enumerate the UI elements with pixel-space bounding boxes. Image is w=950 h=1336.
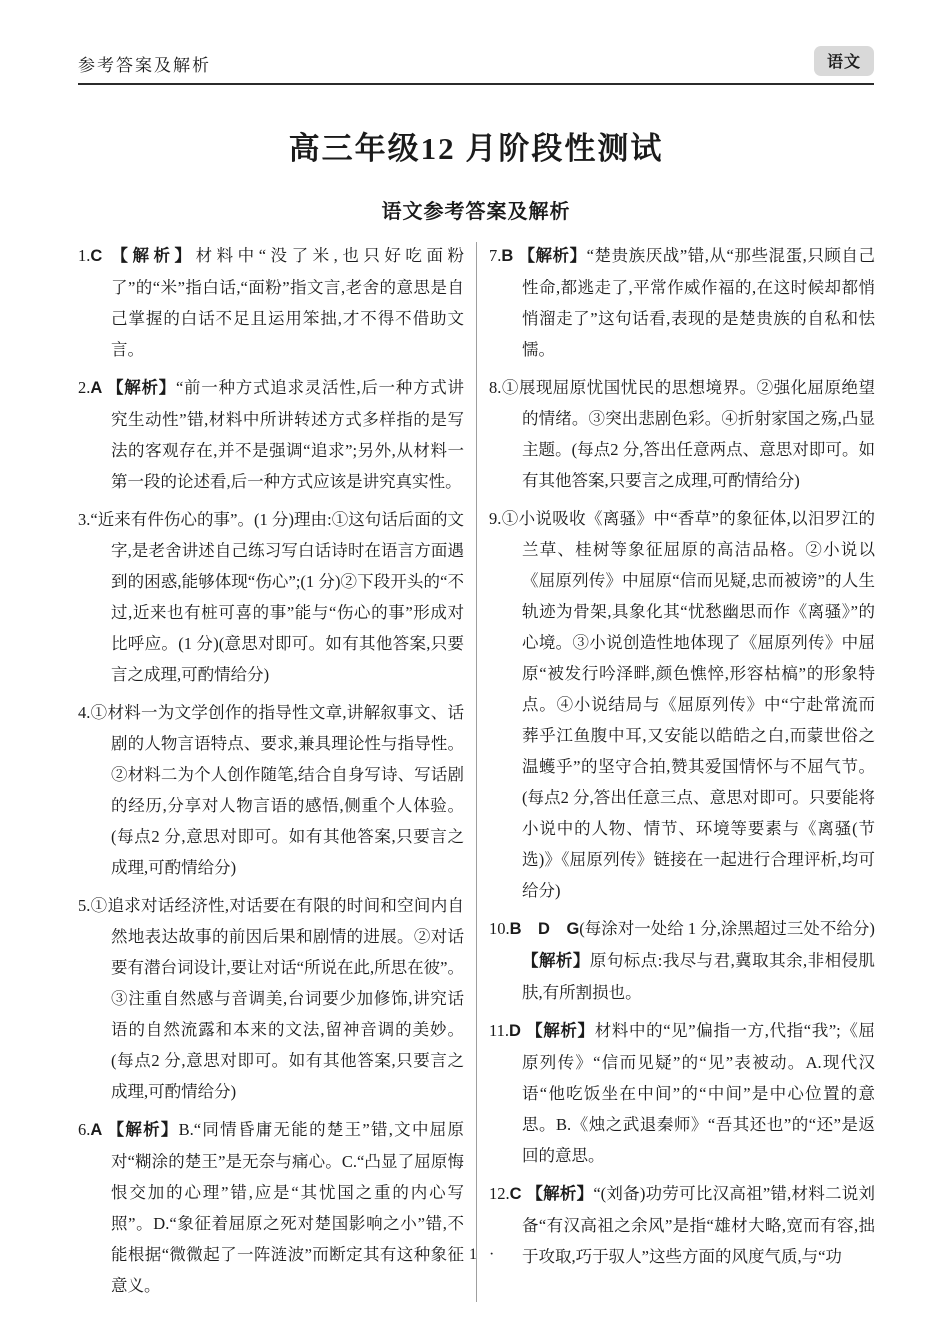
column-divider (476, 242, 477, 1302)
question-number: 11. (489, 1021, 510, 1040)
question-number: 1. (78, 246, 91, 265)
answer-paragraph (78, 890, 464, 1107)
answer-item (78, 1114, 464, 1301)
emphasis-text: 【解析】 (111, 247, 196, 265)
answer-item (489, 1015, 875, 1171)
answer-item (78, 504, 464, 690)
body-text: ①追求对话经济性,对话要在有限的时间和空间内自然地表达故事的前因后果和剧情的进展。②对话要有潜台词设计,要让对话“所说在此,所思在彼”。③注重自然感与音调美,台词要少加修饰,讲究话语的自然流露和本来的文法,留神音调的美妙。(每点2 分,意思对即可。如有其他答案,只要言之成理,可酌情给分) (90, 896, 464, 1101)
emphasis-text: B (501, 247, 519, 265)
emphasis-text: A (90, 379, 108, 397)
answer-paragraph (78, 697, 464, 883)
answer-paragraph (78, 504, 464, 690)
answer-paragraph (489, 913, 875, 945)
emphasis-text: 【解析】 (107, 1121, 179, 1139)
question-number: 10. (489, 919, 510, 938)
answer-paragraph (489, 240, 875, 365)
body-text: 材料中“没了米,也只好吃面粉了”的“米”指白话,“面粉”指文言,老舍的意思是自己掌握的白话不足且运用笨拙,才不得不借助文言。 (111, 246, 465, 359)
right-column (489, 240, 875, 1308)
body-text: ①小说吸收《离骚》中“香草”的象征体,以汨罗江的兰草、桂树等象征屈原的高洁品格。②小说以《屈原列传》中屈原“信而见疑,忠而被谤”的人生轨迹为骨架,具象化其“忧愁幽思而作《离骚》”的心境。③小说创造性地体现了《屈原列传》中屈原“被发行吟泽畔,颜色憔悴,形容枯槁”的形象特点。④小说结局与《屈原列传》中“宁赴常流而葬乎江鱼腹中耳,又安能以皓皓之白,而蒙世俗之温蠖乎”的坚守合拍,赞其爱国情怀与不屈气节。(每点2 分,答出任意三点、意思对即可。只要能将小说中的人物、情节、环境等要素与《离骚(节选)》《屈原列传》链接在一起进行合理评析,均可给分) (501, 509, 875, 900)
answer-paragraph (78, 372, 464, 497)
answer-columns (78, 240, 874, 1308)
body-text: ①展现屈原忧国忧民的思想境界。②强化屈原绝望的情绪。③突出悲剧色彩。④折射家国之殇,凸显主题。(每点2 分,答出任意两点、意思对即可。如有其他答案,只要言之成理,可酌情给分) (501, 378, 875, 490)
emphasis-text: 【解析】 (522, 952, 590, 970)
answer-item (489, 372, 875, 496)
emphasis-text: 【解析】 (107, 379, 176, 397)
answers-subtitle: 语文参考答案及解析 (381, 201, 571, 223)
body-text: “楚贵族厌战”错,从“那些混蛋,只顾自己性命,都逃走了,平常作威作福的,在这时候却都悄悄溜走了”这句话看,表现的是楚贵族的自私和怯懦。 (522, 246, 875, 359)
page-header (78, 46, 874, 85)
body-text: “前一种方式追求灵活性,后一种方式讲究生动性”错,材料中所讲转述方式多样指的是写法的客观存在,并不是强调“追求”;另外,从材料一第一段的论述看,后一种方式应该是讲究真实性。 (111, 378, 465, 491)
emphasis-text: 【解析】 (526, 1185, 594, 1203)
answer-item (489, 913, 875, 1008)
answer-item (78, 890, 464, 1107)
answer-item (489, 240, 875, 365)
question-number: 6. (78, 1120, 91, 1139)
question-number: 4. (78, 703, 91, 722)
emphasis-text: C (90, 247, 112, 265)
emphasis-text: D (509, 1022, 527, 1040)
answer-item (78, 240, 464, 365)
answer-item (78, 372, 464, 497)
emphasis-text: 【解析】 (526, 1022, 595, 1040)
exam-title: 高三年级12 月阶段性测试 (288, 131, 664, 166)
explanation-paragraph (489, 945, 875, 1008)
answer-item (489, 503, 875, 906)
question-number: 12. (489, 1184, 510, 1203)
subject-badge: 语文 (814, 46, 874, 76)
body-text: (每涂对一处给 1 分,涂黑超过三处不给分) (579, 919, 875, 938)
body-text: 原句标点:我尽与君,冀取其余,非相侵肌肤,有所割损也。 (522, 951, 876, 1002)
emphasis-text: A (90, 1121, 108, 1139)
header-left-label: 参考答案及解析 (78, 56, 211, 75)
body-text: ①材料一为文学创作的指导性文章,讲解叙事文、话剧的人物言语特点、要求,兼具理论性与指导性。②材料二为个人创作随笔,结合自身写诗、写话剧的经历,分享对人物言语的感悟,侧重个人体验。(每点2 分,意思对即可。如有其他答案,只要言之成理,可酌情给分) (90, 703, 464, 877)
answer-paragraph (489, 1015, 875, 1171)
left-column (78, 240, 464, 1308)
answer-paragraph (489, 503, 875, 906)
question-number: 3. (78, 510, 91, 529)
emphasis-text: B D G (509, 920, 580, 938)
question-number: 2. (78, 378, 91, 397)
body-text: “近来有件伤心的事”。(1 分)理由:①这句话后面的文字,是老舍讲述自己练习写白话诗时在语言方面遇到的困惑,能够体现“伤心”;(1 分)②下段开头的“不过,近来也有桩可喜的事”能与“伤心的事”形成对比呼应。(1 分)(意思对即可。如有其他答案,只要言之成理,可酌情给分) (90, 510, 464, 684)
question-number: 8. (489, 378, 502, 397)
body-text: “(刘备)功劳可比汉高祖”错,材料二说刘备“有汉高祖之余风”是指“雄材大略,宽而有容,拙于攻取,巧于驭人”这些方面的风度气质,与“功 (522, 1184, 876, 1266)
answer-item (78, 697, 464, 883)
body-text: 材料中的“见”偏指一方,代指“我”;《屈原列传》“信而见疑”的“见”表被动。A.现代汉语“他吃饭坐在中间”的“中间”是中心位置的意思。B.《烛之武退秦师》“吾其还也”的“还”是返回的意思。 (522, 1021, 876, 1165)
emphasis-text: C (509, 1185, 527, 1203)
answer-paragraph (78, 1114, 464, 1301)
answer-paragraph (78, 240, 464, 365)
question-number: 7. (489, 246, 502, 265)
question-number: 5. (78, 896, 91, 915)
answer-paragraph (489, 372, 875, 496)
page-number: · 1 · (451, 1246, 499, 1263)
body-text: B.“同情昏庸无能的楚王”错,文中屈原对“糊涂的楚王”是无奈与痛心。C.“凸显了屈原悔恨交加的心理”错,应是“其忧国之重的内心写照”。D.“象征着屈原之死对楚国影响之小”错,不能根据“微微起了一阵涟波”而断定其有这种象征意义。 (111, 1120, 465, 1295)
emphasis-text: 【解析】 (518, 247, 587, 265)
question-number: 9. (489, 509, 502, 528)
